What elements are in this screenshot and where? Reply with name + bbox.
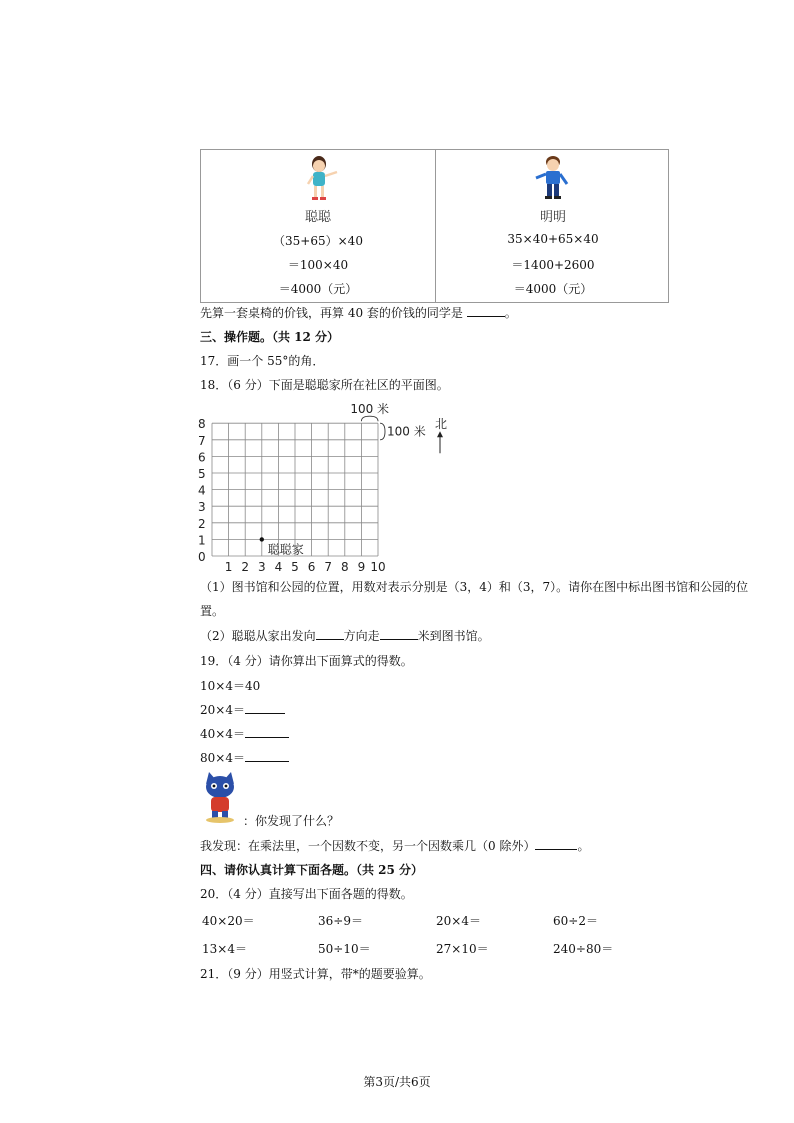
y-tick-label: 2 [198,516,206,531]
y-tick-label: 8 [198,417,206,432]
cartoon-cat-icon [200,770,240,824]
x-tick-label: 1 [224,560,233,574]
page-footer: 第3页/共6页 [363,1075,431,1089]
question-18-part-2 [200,628,490,644]
equation-3-blank[interactable] [245,726,289,738]
cat-question: ：你发现了什么？ [243,814,340,828]
equation-2-text: 20×4＝ [200,703,245,717]
scale-brace-horizontal [361,416,378,421]
comparison-question [200,305,517,321]
calc-item: 60÷2＝ [553,914,598,928]
left-step-1: （35+65）×40 [273,234,363,248]
calc-item: 13×4＝ [202,942,247,956]
y-tick-label: 7 [198,433,206,448]
scale-label-horizontal: 100 米 [350,402,390,417]
x-tick-label: 9 [357,560,366,574]
right-step-3: ＝4000（元） [513,282,593,296]
y-tick-label: 0 [198,550,206,564]
girl-figure-icon [299,154,341,206]
question-18-part-1b: 置。 [200,604,225,618]
north-arrow-head-icon [437,431,443,437]
answer-blank[interactable] [467,305,505,317]
comparison-table [200,149,669,303]
x-tick-label: 4 [274,560,283,574]
scale-label-vertical: 100 米 [387,424,426,439]
boy-figure-icon [532,154,574,206]
finding-statement [200,838,589,854]
left-student-name: 聪聪 [304,210,331,225]
calc-item: 40×20＝ [202,914,255,928]
y-tick-label: 5 [198,467,206,481]
equation-3 [200,726,289,742]
left-column [201,150,435,302]
x-tick-label: 3 [257,560,266,574]
question-19: 19．（4 分）请你算出下面算式的得数。 [200,654,413,668]
x-tick-label: 8 [340,560,349,574]
finding-end: 。 [577,839,590,853]
left-step-3: ＝4000（元） [278,282,358,296]
comparison-question-text: 先算一套桌椅的价钱，再算 40 套的价钱的同学是 [200,306,463,320]
north-label: 北 [435,417,448,432]
calc-item: 20×4＝ [436,914,481,928]
equation-2-blank[interactable] [245,702,285,714]
direction-blank[interactable] [316,628,344,640]
finding-blank[interactable] [535,838,577,850]
right-step-1: 35×40+65×40 [507,232,599,246]
right-step-2: ＝1400+2600 [511,258,595,272]
x-tick-label: 5 [291,560,299,574]
left-step-2: ＝100×40 [287,258,349,272]
x-tick-label: 6 [307,560,316,574]
x-tick-label: 7 [324,560,333,574]
part-2-text-c: 米到图书馆。 [417,629,490,643]
equation-4 [200,750,289,766]
question-18-part-1a: （1）图书馆和公园的位置，用数对表示分别是（3，4）和（3，7）。请你在图中标出图书馆和公园的位 [200,580,749,594]
y-tick-label: 1 [198,533,206,548]
calc-item: 27×10＝ [436,942,489,956]
question-20: 20．（4 分）直接写出下面各题的得数。 [200,887,413,901]
question-17: 17．画一个 55°的角． [200,354,325,368]
calc-item: 240÷80＝ [553,942,614,956]
finding-text: 我发现：在乘法里，一个因数不变，另一个因数乘几（0 除外） [200,839,536,853]
question-18: 18．（6 分）下面是聪聪家所在社区的平面图。 [200,378,449,392]
equation-1: 10×4＝40 [200,679,261,693]
right-student-name: 明明 [539,210,566,225]
equation-3-text: 40×4＝ [200,727,245,741]
home-label: 聪聪家 [267,542,304,557]
question-21: 21．（9 分）用竖式计算，带*的题要验算。 [200,967,431,981]
calc-item: 50÷10＝ [318,942,371,956]
equation-4-blank[interactable] [245,750,289,762]
y-tick-label: 6 [198,450,206,465]
home-point [260,537,264,541]
distance-blank[interactable] [380,628,418,640]
scale-brace-vertical [380,423,385,440]
community-map [194,398,464,579]
y-tick-label: 3 [198,500,206,515]
equation-2 [200,702,285,718]
section-3-title: 三、操作题。（共 12 分） [200,330,340,344]
x-tick-label: 10 [370,560,386,574]
part-2-text-a: （2）聪聪从家出发向 [200,629,316,643]
map-grid [194,398,464,576]
y-tick-label: 4 [198,483,206,498]
calc-item: 36÷9＝ [318,914,363,928]
equation-4-text: 80×4＝ [200,751,245,765]
x-tick-label: 2 [241,560,250,574]
section-4-title: 四、请你认真计算下面各题。（共 25 分） [200,863,424,877]
question-end: 。 [504,306,517,320]
right-column [435,150,670,302]
part-2-text-b: 方向走 [343,629,380,643]
